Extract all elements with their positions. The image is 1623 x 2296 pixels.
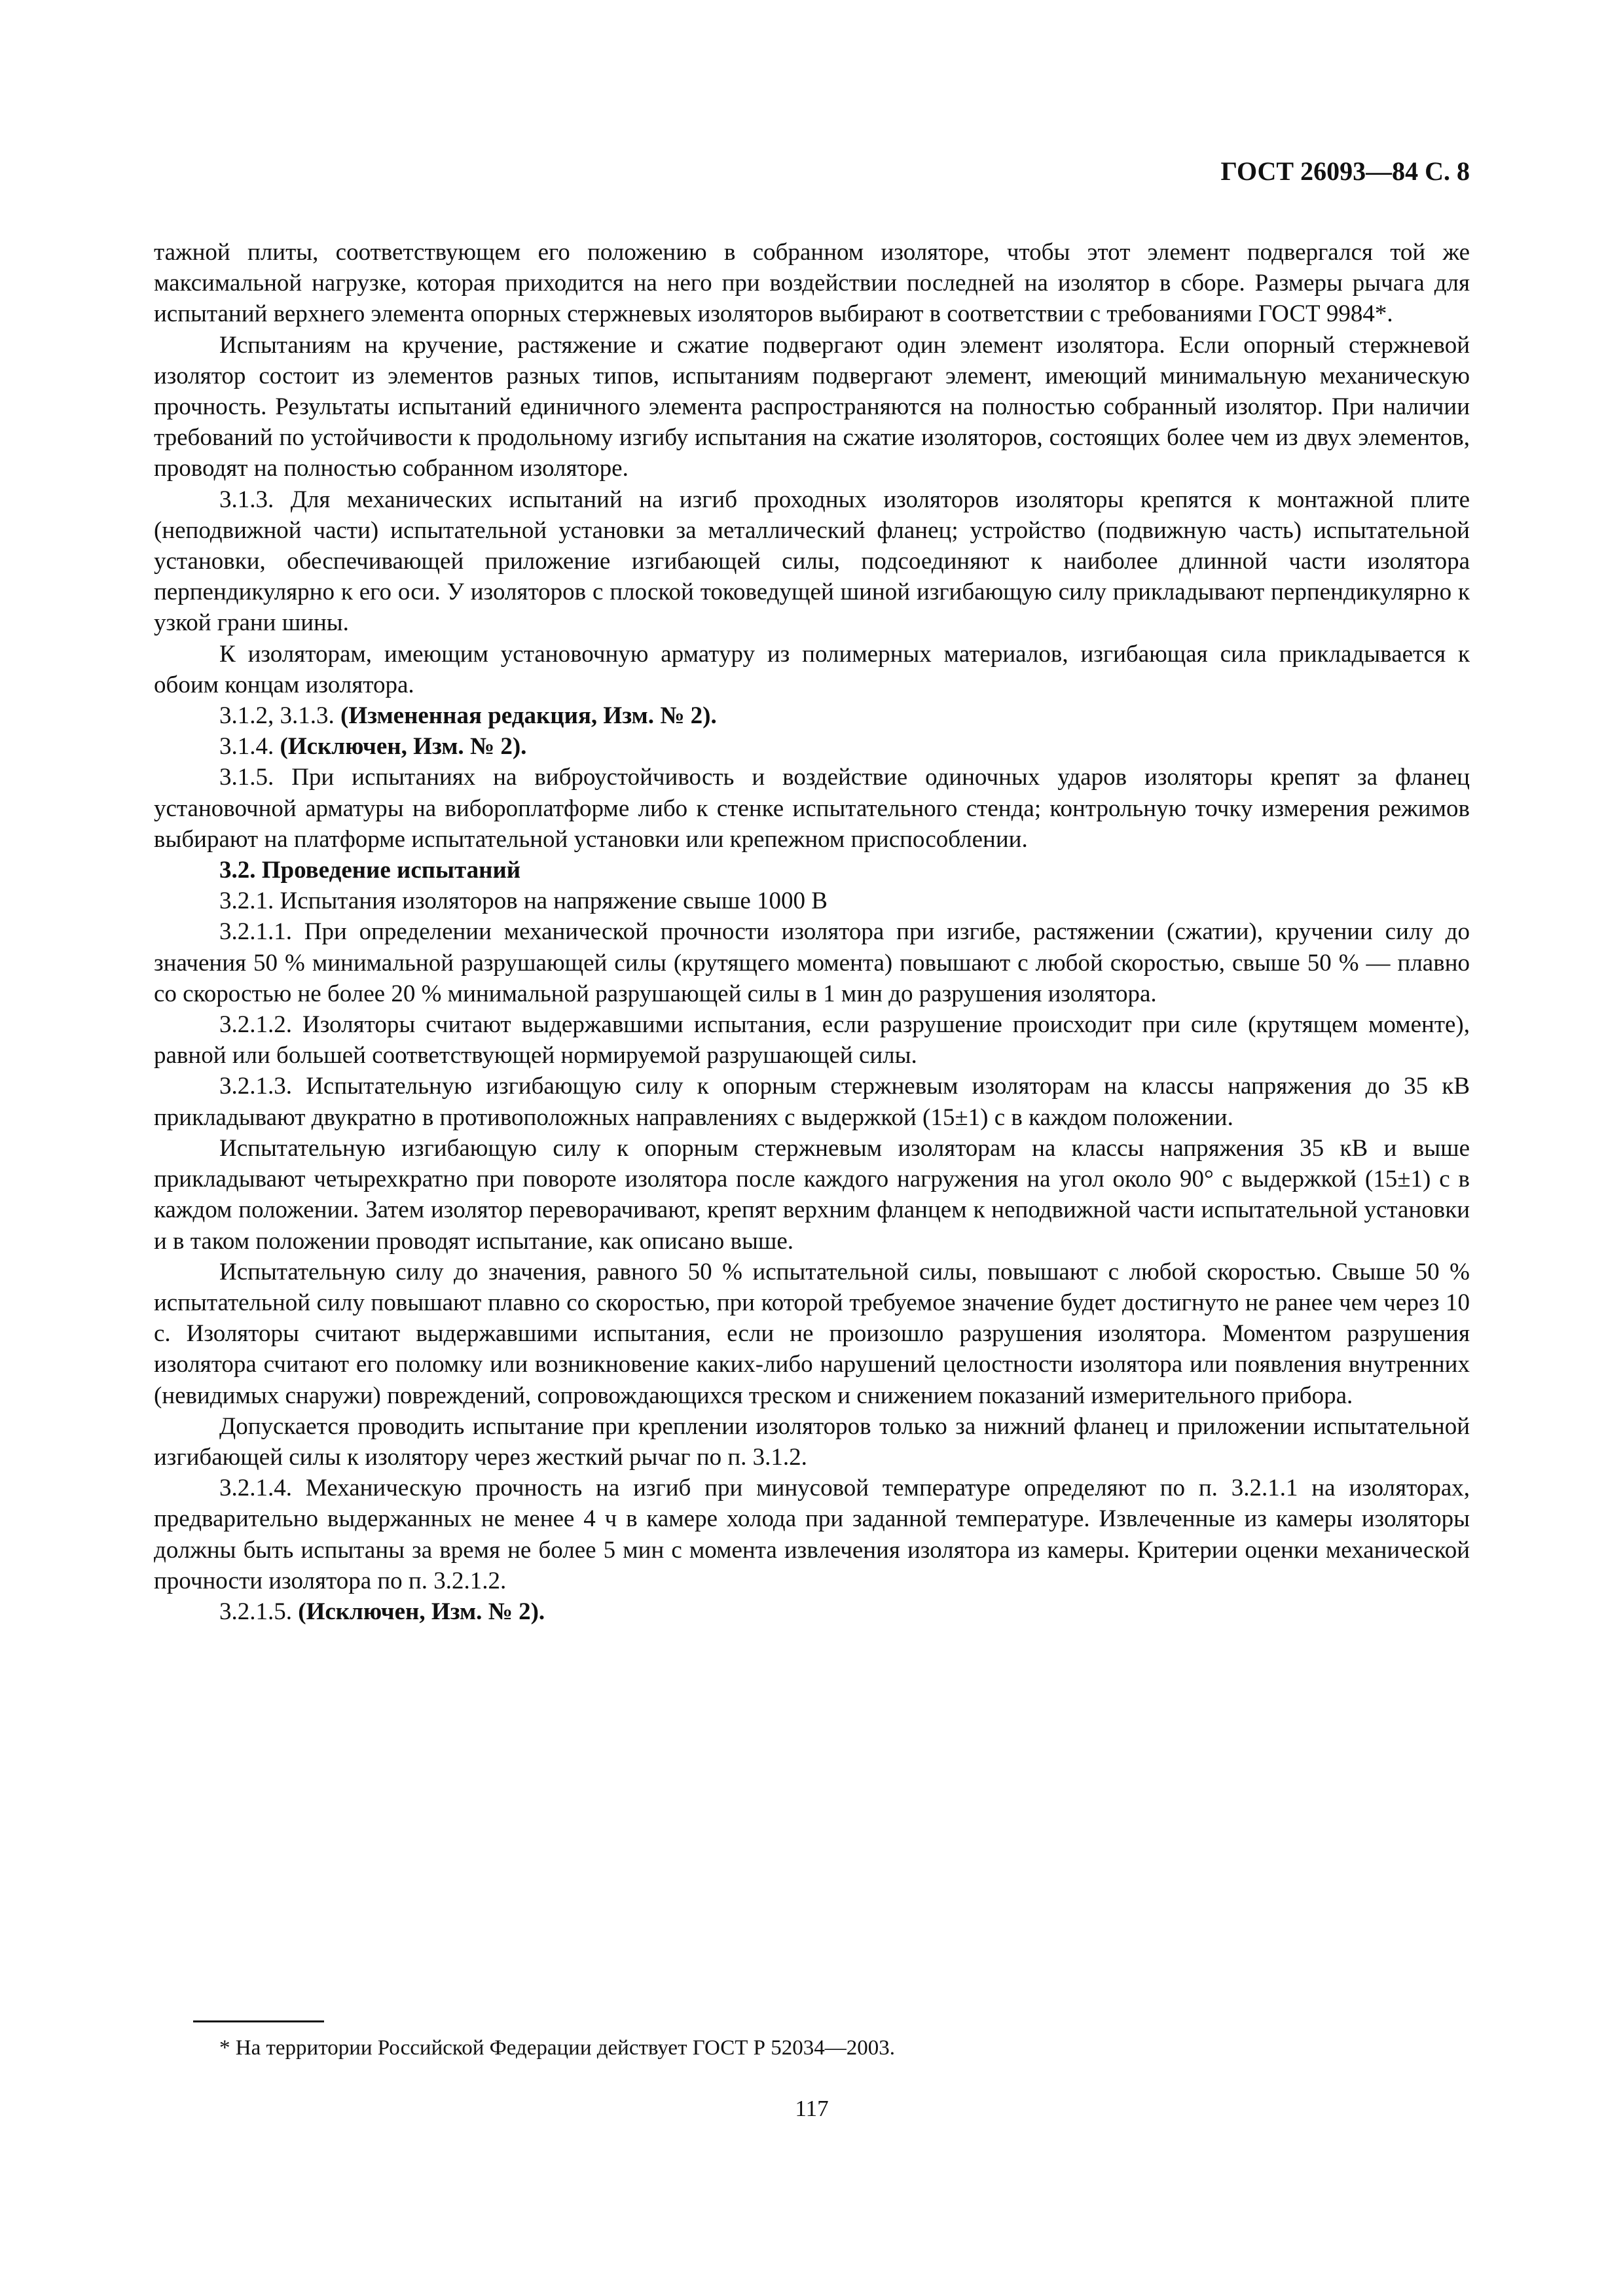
- amendment-note: [154, 700, 1470, 731]
- paragraph: Допускается проводить испытание при креплении изоляторов только за нижний фланец и приложении испытательной изгибающей силы к изолятору через жесткий рычаг по п. 3.1.2.: [154, 1412, 1470, 1471]
- section-heading: 3.2. Проведение испытаний: [219, 857, 521, 884]
- amendment-text: (Измененная редакция, Изм. № 2).: [340, 702, 717, 730]
- document-header: ГОСТ 26093—84 С. 8: [1220, 156, 1470, 186]
- document-body: [154, 237, 1470, 1627]
- amendment-note: [154, 1596, 1470, 1627]
- amendment-text: (Исключен, Изм. № 2).: [298, 1598, 545, 1625]
- paragraph: 3.2.1.2. Изоляторы считают выдержавшими испытания, если разрушение происходит при силе (крутящем моменте), равной или большей соответствующей нормируемой разрушающей силы.: [154, 1011, 1470, 1069]
- amendment-text: (Исключен, Изм. № 2).: [280, 733, 527, 761]
- paragraph: 3.2.1.3. Испытательную изгибающую силу к опорным стержневым изоляторам на классы напряжения до 35 кВ прикладывают двукратно в противоположных направлениях с выдержкой (15±1) с в каждом положении.: [154, 1073, 1470, 1131]
- paragraph: 3.2.1.4. Механическую прочность на изгиб при минусовой температуре определяют по п. 3.2.1.1 на изоляторах, предварительно выдержанных не менее 4 ч в камере холода при заданной температуре. Извлеченные из камеры изоляторы должны быть испытаны за время не более 5 мин с момента извлечения изолятора из камеры. Критерии оценки механической прочности изолятора по п. 3.2.1.2.: [154, 1475, 1470, 1594]
- footnote: * На территории Российской Федерации действует ГОСТ Р 52034—2003.: [219, 2036, 896, 2060]
- amendment-note: [154, 731, 1470, 762]
- document-page: [154, 0, 1470, 2296]
- paragraph: тажной плиты, соответствующем его положению в собранном изоляторе, чтобы этот элемент подвергался той же максимальной нагрузке, которая приходится на него при воздействии последней на изолятор в сборе. Размеры рычага для испытаний верхнего элемента опорных стержневых изоляторов выбирают в соответствии с требованиями ГОСТ 9984*.: [154, 239, 1470, 328]
- paragraph: Испытаниям на кручение, растяжение и сжатие подвергают один элемент изолятора. Если опорный стержневой изолятор состоит из элементов разных типов, испытаниям подвергают элемент, имеющий минимальную механическую прочность. Результаты испытаний единичного элемента распространяются на полностью собранный изолятор. При наличии требований по устойчивости к продольному изгибу испытания на сжатие изоляторов, состоящих более чем из двух элементов, проводят на полностью собранном изоляторе.: [154, 331, 1470, 482]
- page-number: 117: [795, 2096, 829, 2121]
- paragraph: Испытательную силу до значения, равного 50 % испытательной силы, повышают с любой скоростью. Свыше 50 % испытательной силу повышают плавно со скоростью, при которой требуемое значение будет достигнуто не ранее чем через 10 с. Изоляторы считают выдержавшими испытания, если не произошло разрушения изолятора. Моментом разрушения изолятора считают его поломку или возникновение каких-либо нарушений целостности изолятора или появления внутренних (невидимых снаружи) повреждений, сопровождающихся треском и снижением показаний измерительного прибора.: [154, 1258, 1470, 1409]
- paragraph: 3.2.1.1. При определении механической прочности изолятора при изгибе, растяжении (сжатии), кручении силу до значения 50 % минимальной разрушающей силы (крутящего момента) повышают с любой скоростью, свыше 50 % — плавно со скоростью не более 20 % минимальной разрушающей силы в 1 мин до разрушения изолятора.: [154, 918, 1470, 1007]
- clause-number: 3.1.4.: [219, 733, 280, 761]
- clause-number: 3.2.1.5.: [219, 1598, 299, 1625]
- paragraph: 3.2.1. Испытания изоляторов на напряжение свыше 1000 В: [219, 888, 828, 915]
- paragraph: 3.1.5. При испытаниях на виброустойчивость и воздействие одиночных ударов изоляторы крепят за фланец установочной арматуры на вибороплатформе либо к стенке испытательного стенда; контрольную точку измерения режимов выбирают на платформе испытательной установки или крепежном приспособлении.: [154, 764, 1470, 853]
- clause-number: 3.1.2, 3.1.3.: [219, 702, 340, 730]
- paragraph: 3.1.3. Для механических испытаний на изгиб проходных изоляторов изоляторы крепятся к монтажной плите (неподвижной части) испытательной установки за металлический фланец; устройство (подвижную часть) испытательной установки, обеспечивающей приложение изгибающей силы, подсоединяют к наиболее длинной части изолятора перпендикулярно к его оси. У изоляторов с плоской токоведущей шиной изгибающую силу прикладывают перпендикулярно к узкой грани шины.: [154, 486, 1470, 637]
- paragraph: К изоляторам, имеющим установочную арматуру из полимерных материалов, изгибающая сила прикладывается к обоим концам изолятора.: [154, 640, 1470, 698]
- paragraph: Испытательную изгибающую силу к опорным стержневым изоляторам на классы напряжения 35 кВ и выше прикладывают четырехкратно при повороте изолятора после каждого нагружения на угол около 90° с выдержкой (15±1) с в каждом положении. Затем изолятор переворачивают, крепят верхним фланцем к неподвижной части испытательной установки и в таком положении проводят испытание, как описано выше.: [154, 1134, 1470, 1255]
- footnote-separator: [193, 2020, 324, 2022]
